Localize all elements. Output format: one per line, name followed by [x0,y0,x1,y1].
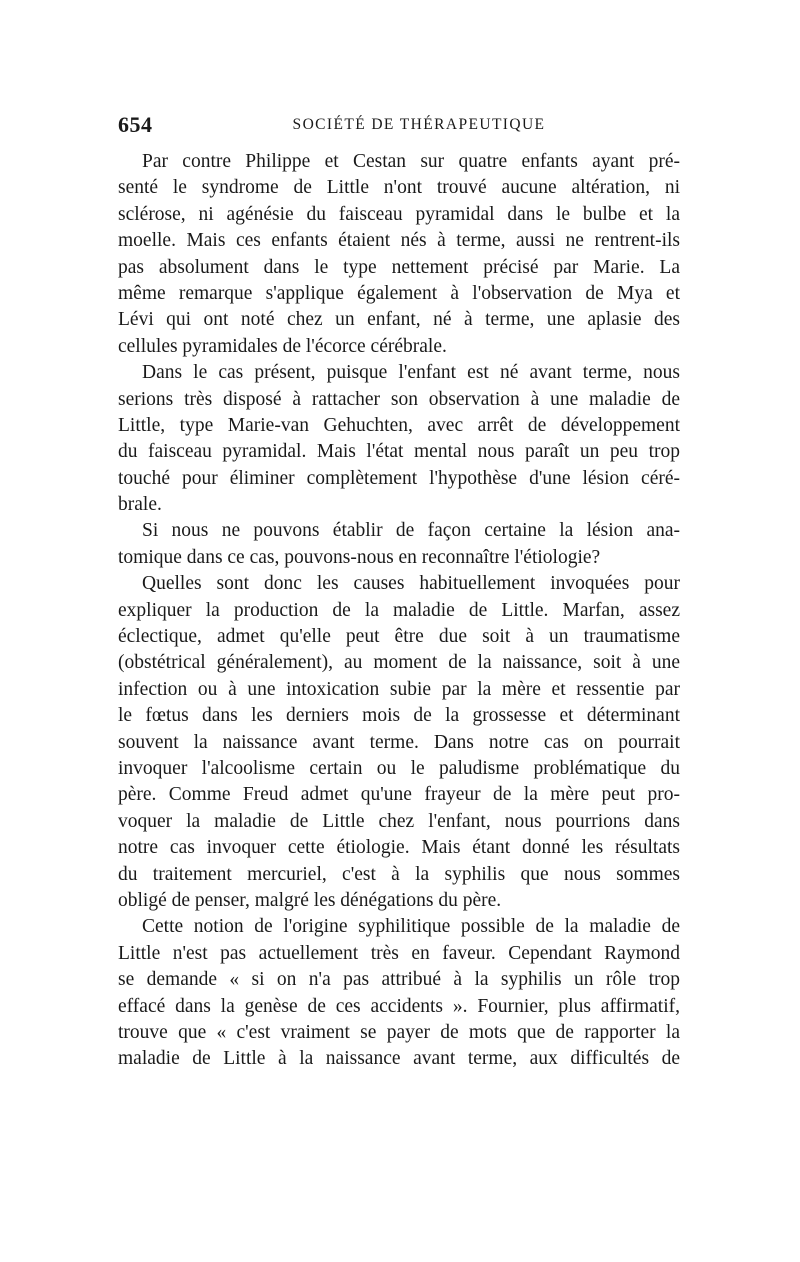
paragraph [118,149,680,360]
text-line: souvent la naissance avant terme. Dans notre cas on pourrait [118,731,680,753]
text-line: Little n'est pas actuellement très en faveur. Cependant Raymond [118,942,680,964]
text-line: serions très disposé à rattacher son observation à une maladie de [118,388,680,410]
text-line: Lévi qui ont noté chez un enfant, né à terme, une aplasie des [118,309,680,331]
text-line: éclectique, admet qu'elle peut être due soit à un traumatisme [118,626,680,648]
text-line: cellules pyramidales de l'écorce cérébrale. [118,335,447,357]
text-line: brale. [118,494,162,516]
text-line: maladie de Little à la naissance avant terme, aux difficultés de [118,1048,680,1070]
text-line: Quelles sont donc les causes habituellement invoquées pour [142,573,680,595]
text-line: du traitement mercuriel, c'est à la syphilis que nous sommes [118,863,680,885]
text-line: se demande « si on n'a pas attribué à la syphilis un rôle trop [118,969,680,991]
text-line: (obstétrical généralement), au moment de la naissance, soit à une [118,652,680,674]
text-line: même remarque s'applique également à l'observation de Mya et [118,282,680,304]
text-line: obligé de penser, malgré les dénégations du père. [118,889,502,911]
text-line: tomique dans ce cas, pouvons-nous en reconnaître l'étiologie? [118,546,601,568]
paragraph [118,518,680,571]
paragraph [118,360,680,518]
text-line: moelle. Mais ces enfants étaient nés à terme, aussi ne rentrent-ils [118,230,680,252]
text-line: pas absolument dans le type nettement précisé par Marie. La [118,256,680,278]
text-line: père. Comme Freud admet qu'une frayeur de la mère peut pro- [118,784,680,806]
text-line: notre cas invoquer cette étiologie. Mais étant donné les résultats [118,837,680,859]
text-line: effacé dans la genèse de ces accidents ». Fournier, plus affirmatif, [118,995,680,1017]
running-head: SOCIÉTÉ DE THÉRAPEUTIQUE [292,116,546,133]
body-text [118,149,680,1073]
paragraph [118,914,680,1072]
text-line: du faisceau pyramidal. Mais l'état mental nous paraît un peu trop [118,441,680,463]
text-line: le fœtus dans les derniers mois de la grossesse et déterminant [118,705,680,727]
text-line: Little, type Marie-van Gehuchten, avec arrêt de développement [118,414,680,436]
text-line: invoquer l'alcoolisme certain ou le paludisme problématique du [118,757,680,779]
text-line: Cette notion de l'origine syphilitique possible de la maladie de [142,916,680,938]
text-line: voquer la maladie de Little chez l'enfant, nous pourrions dans [118,810,680,832]
page-header [118,112,680,142]
text-line: trouve que « c'est vraiment se payer de mots que de rapporter la [118,1021,680,1043]
text-line: senté le syndrome de Little n'ont trouvé aucune altération, ni [118,177,680,199]
text-line: sclérose, ni agénésie du faisceau pyramidal dans le bulbe et la [118,203,680,225]
paragraph [118,571,680,914]
page-number: 654 [118,112,153,137]
text-line: Par contre Philippe et Cestan sur quatre enfants ayant pré- [142,151,680,172]
text-line: Si nous ne pouvons établir de façon certaine la lésion ana- [142,520,680,542]
text-line: Dans le cas présent, puisque l'enfant est né avant terme, nous [142,362,680,384]
text-line: touché pour éliminer complètement l'hypothèse d'une lésion céré- [118,467,680,489]
text-line: expliquer la production de la maladie de Little. Marfan, assez [118,599,680,621]
text-line: infection ou à une intoxication subie par la mère et ressentie par [118,678,680,700]
